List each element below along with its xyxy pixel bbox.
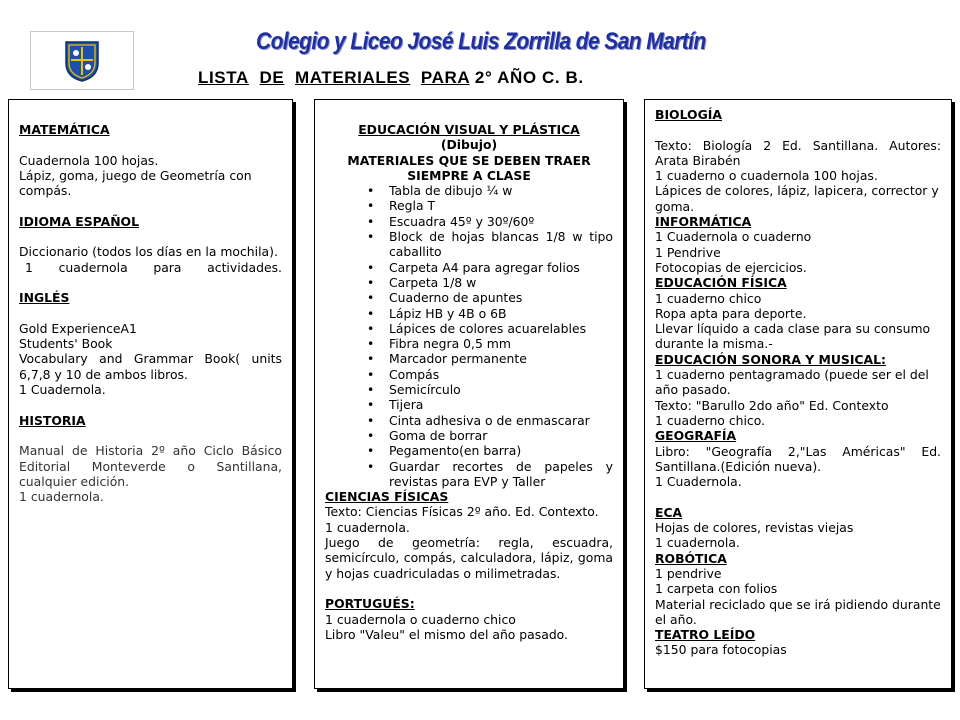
teatro-line: $150 para fotocopias (655, 642, 787, 658)
idioma-line: 1 cuadernola para actividades. (25, 259, 282, 275)
heading-robotica: ROBÓTICA (655, 550, 727, 566)
heading-biologia: BIOLOGÍA (655, 107, 722, 122)
heading-educacion-fisica: EDUCACIÓN FÍSICA (655, 275, 787, 291)
list-item: • Block de hojas blancas 1/8 w tipo caballito (389, 229, 613, 260)
robotica-line: Material reciclado que se irá pidiendo durante el año. (655, 596, 941, 627)
edfisica-line: Llevar líquido a cada clase para su consumo durante la misma.- (655, 321, 931, 352)
biologia-line: Texto: Biología 2 Ed. Santillana. Autores: Arata Birabén (655, 137, 941, 168)
informatica-line: 1 Cuadernola o cuaderno (655, 229, 812, 245)
title-materiales: MATERIALES (295, 68, 411, 87)
column-middle (314, 99, 624, 689)
school-name: Colegio y Liceo José Luis Zorrilla de San Martín (256, 28, 706, 55)
list-item: • Marcador permanente (389, 351, 613, 366)
list-item: • Fibra negra 0,5 mm (389, 336, 613, 351)
geografia-line: Libro: "Geografía 2,"Las Américas" Ed. Santillana.(Edición nueva). (655, 443, 941, 474)
list-item: • Carpeta 1/8 w (389, 275, 613, 290)
evp-note-line1: MATERIALES QUE SE DEBEN TRAER (347, 152, 591, 168)
list-item: • Tabla de dibujo ¼ w (389, 183, 613, 198)
heading-ciencias-fisicas: CIENCIAS FÍSICAS (325, 489, 449, 505)
heading-eca: ECA (655, 504, 683, 520)
matematica-line: Cuadernola 100 hojas. (19, 152, 159, 168)
sonora-line: 1 cuaderno chico. (655, 412, 766, 428)
edfisica-line: 1 cuaderno chico (655, 290, 762, 306)
evp-subtitle: (Dibujo) (440, 137, 498, 153)
page-title (198, 68, 584, 88)
portugues-line: 1 cuadernola o cuaderno chico (325, 611, 516, 627)
list-item: • Regla T (389, 198, 613, 213)
sonora-line: 1 cuaderno pentagramado (puede ser el del año pasado. (655, 367, 929, 398)
idioma-line: Diccionario (todos los días en la mochila). (19, 244, 278, 260)
list-item: • Cinta adhesiva o de enmascarar (389, 413, 613, 428)
historia-line: Manual de Historia 2º año Ciclo Básico Editorial Monteverde o Santillana, cualquier edición. (19, 443, 282, 489)
ingles-line: Vocabulary and Grammar Book( units 6,7,8 y 10 de ambos libros. (19, 351, 282, 382)
list-item: • Semicírculo (389, 382, 613, 397)
school-logo (30, 31, 134, 90)
evp-materials-list (325, 183, 613, 489)
heading-teatro-leido: TEATRO LEÍDO (655, 627, 756, 643)
list-item: • Lápices de colores acuarelables (389, 321, 613, 336)
title-para: PARA (420, 68, 470, 87)
geografia-line: 1 Cuadernola. (655, 474, 742, 490)
list-item: • Pegamento(en barra) (389, 443, 613, 458)
list-item: • Escuadra 45º y 30º/60º (389, 214, 613, 229)
eca-line: Hojas de colores, revistas viejas (655, 520, 854, 536)
evp-note-line2: SIEMPRE A CLASE (407, 167, 531, 183)
school-crest-icon (62, 39, 102, 83)
list-item: • Goma de borrar (389, 428, 613, 443)
heading-informatica: INFORMÁTICA (655, 214, 752, 230)
ingles-line: Students' Book (19, 336, 113, 352)
column-right (644, 99, 952, 689)
informatica-line: Fotocopias de ejercicios. (655, 259, 807, 275)
heading-portugues: PORTUGUÉS: (325, 596, 415, 612)
list-item: • Carpeta A4 para agregar folios (389, 260, 613, 275)
robotica-line: 1 carpeta con folios (655, 581, 778, 597)
ciencias-line: Texto: Ciencias Físicas 2º año. Ed. Contexto. (325, 504, 599, 520)
informatica-line: 1 Pendrive (655, 244, 721, 260)
eca-line: 1 cuadernola. (655, 535, 740, 551)
ciencias-line: 1 cuadernola. (325, 519, 410, 535)
edfisica-line: Ropa apta para deporte. (655, 305, 807, 321)
biologia-line: 1 cuaderno o cuadernola 100 hojas. (655, 168, 878, 184)
heading-matematica: MATEMÁTICA (19, 122, 110, 137)
heading-historia: HISTORIA (19, 412, 86, 428)
matematica-line: Lápiz, goma, juego de Geometría con compás. (19, 167, 252, 199)
sonora-line: Texto: "Barullo 2do año" Ed. Contexto (655, 397, 889, 413)
ciencias-line: Juego de geometría: regla, escuadra, semicírculo, compás, calculadora, lápiz, goma y hojas cuadriculadas o milimetradas. (325, 535, 613, 581)
list-item: • Guardar recortes de papeles y revistas para EVP y Taller (389, 459, 613, 490)
ingles-line: Gold ExperienceA1 (19, 320, 137, 336)
ingles-line: 1 Cuadernola. (19, 382, 106, 398)
heading-educacion-sonora: EDUCACIÓN SONORA Y MUSICAL: (655, 351, 886, 367)
robotica-line: 1 pendrive (655, 565, 722, 581)
portugues-line: Libro "Valeu" el mismo del año pasado. (325, 626, 568, 642)
heading-evp: EDUCACIÓN VISUAL Y PLÁSTICA (358, 122, 580, 137)
list-item: • Cuaderno de apuntes (389, 290, 613, 305)
heading-geografia: GEOGRAFÍA (655, 428, 737, 444)
biologia-line: Lápices de colores, lápiz, lapicera, corrector y goma. (655, 183, 939, 214)
column-left (8, 99, 293, 689)
title-grade: 2° AÑO C. B. (474, 68, 584, 87)
historia-line: 1 cuadernola. (19, 489, 104, 505)
heading-ingles: INGLÉS (19, 290, 70, 306)
title-de: DE (259, 68, 285, 87)
list-item: • Lápiz HB y 4B o 6B (389, 306, 613, 321)
list-item: • Compás (389, 367, 613, 382)
title-lista: LISTA (198, 68, 249, 87)
heading-idioma-espanol: IDIOMA ESPAÑOL (19, 213, 139, 229)
list-item: • Tijera (389, 397, 613, 412)
